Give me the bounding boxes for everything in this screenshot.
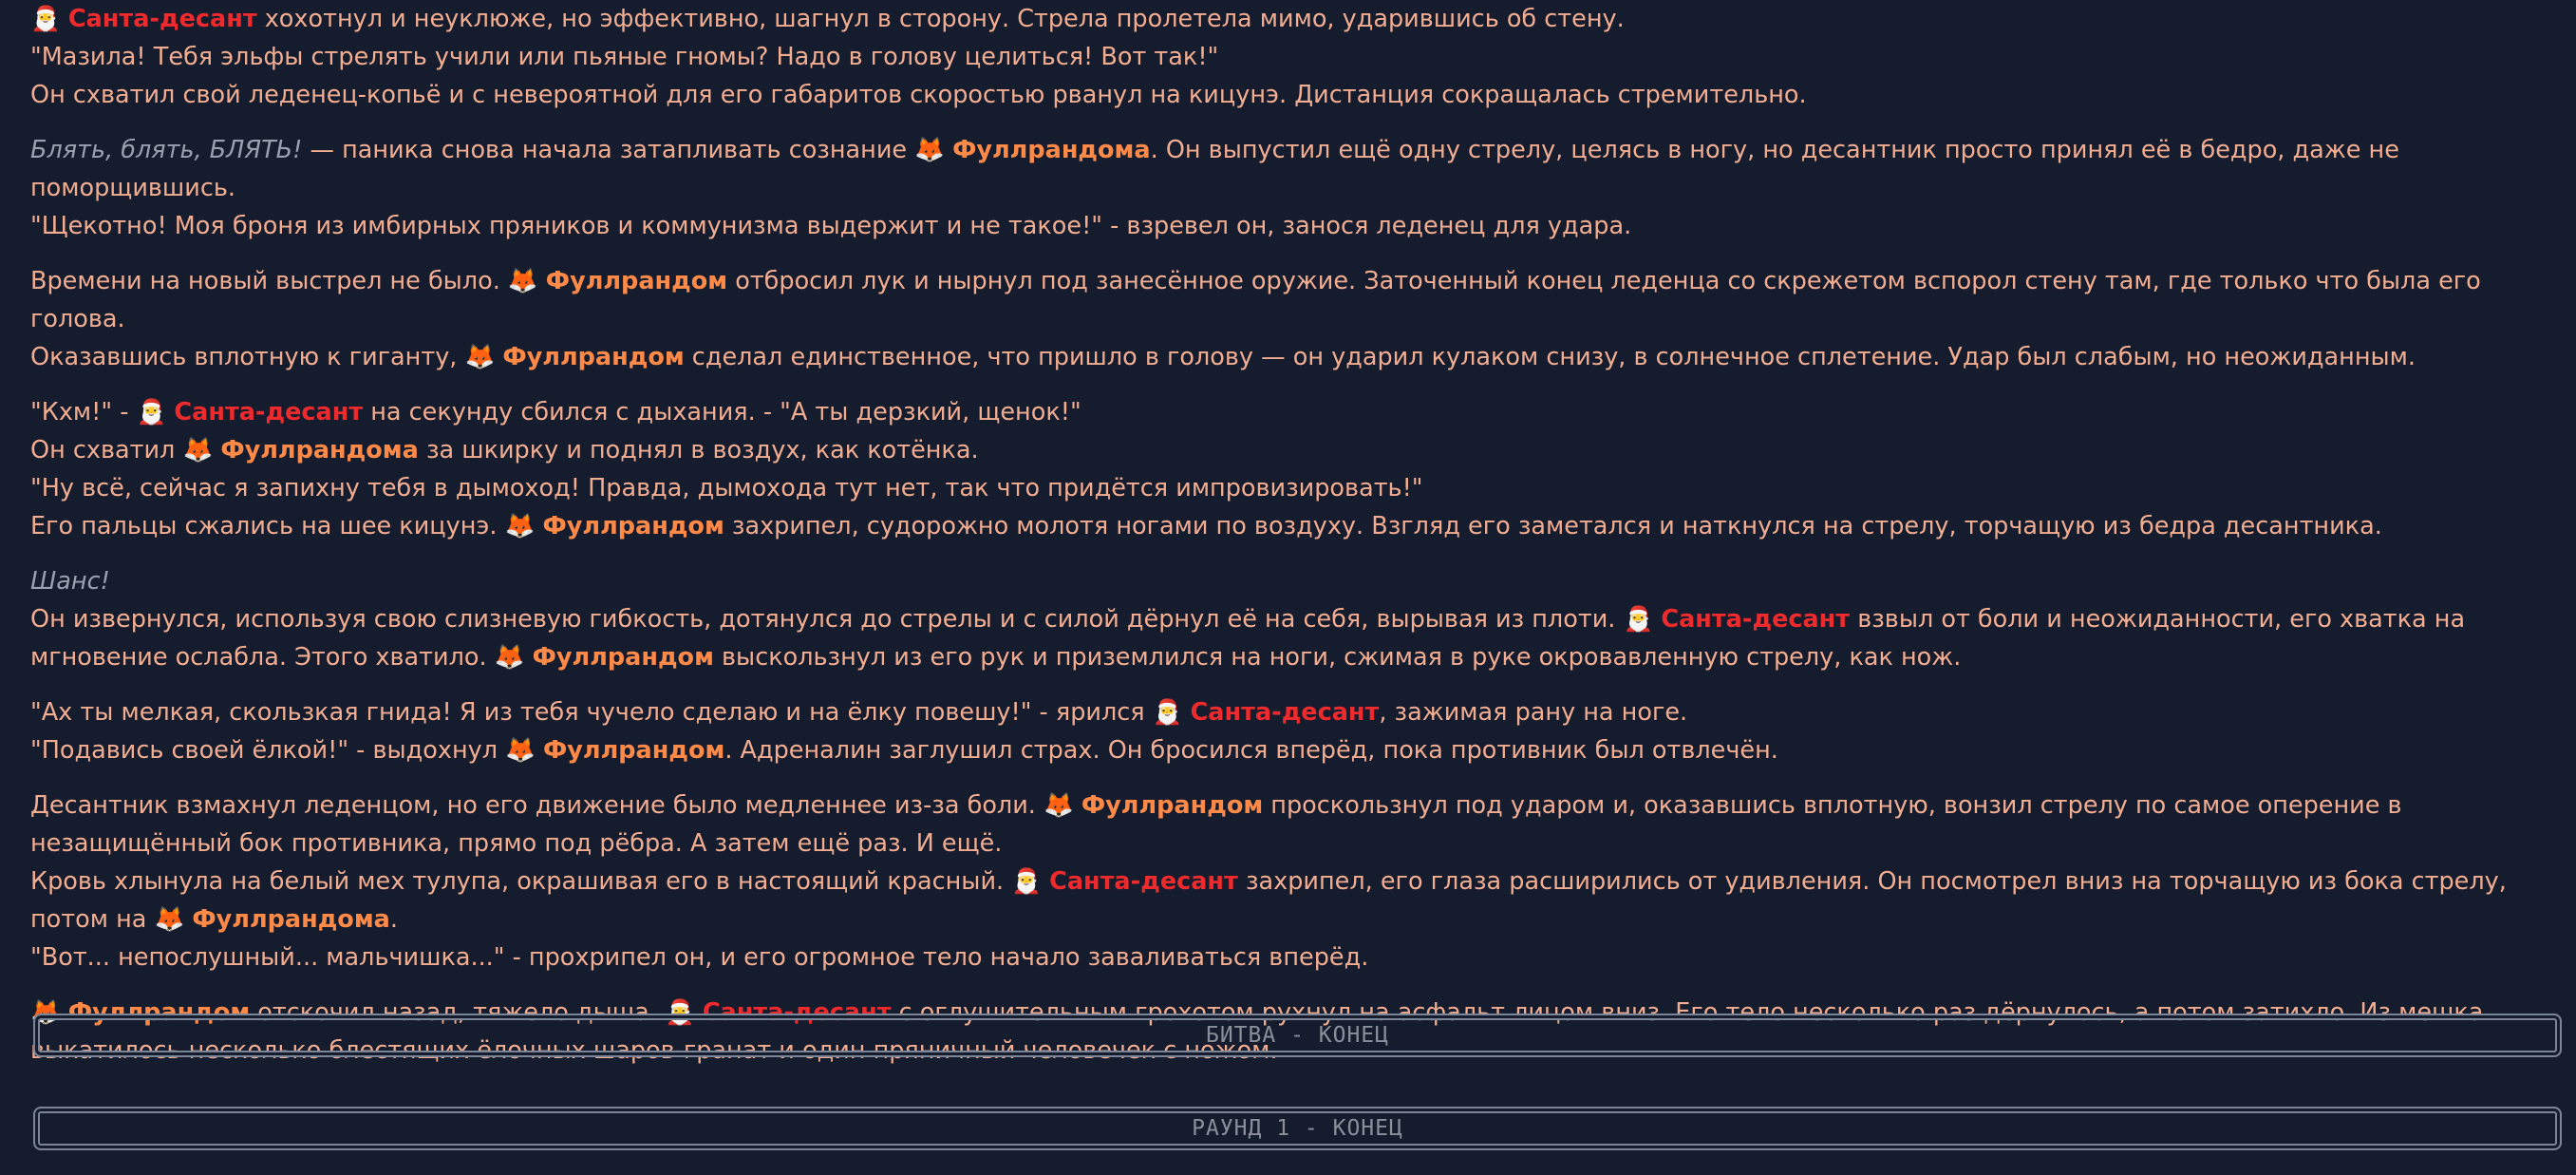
- fox-emoji-icon: 🦊: [182, 436, 214, 464]
- story-text: проскользнул под ударом и, оказавшись вплотную, вонзил стрелу по самое оперение в незащищённый бок противника, прямо под рёбра. А затем ещё раз. И ещё.: [30, 791, 2402, 858]
- story-paragraph: [30, 0, 2564, 114]
- round-end-banner: РАУНД 1 - КОНЕЦ: [33, 1107, 2562, 1150]
- story-text: "Ах ты мелкая, скользкая гнида! Я из тебя чучело сделаю и на ёлку повешу!" - ярился: [30, 698, 1153, 727]
- fox-name: Фуллрандома: [952, 136, 1151, 164]
- story-line: [30, 393, 2564, 431]
- story-line: [30, 731, 2564, 769]
- story-text: отбросил лук и нырнул под занесённое оружие. Заточенный конец леденца со скрежетом вспорол стену там, где только что была его голова.: [30, 267, 2481, 333]
- story-text: Времени на новый выстрел не было.: [30, 267, 508, 295]
- story-line: [30, 262, 2564, 338]
- santa-emoji-icon: 🎅: [1623, 605, 1654, 634]
- story-line: "Щекотно! Моя броня из имбирных пряников и коммунизма выдержит и не такое!" - взревел он, занося леденец для удара.: [30, 212, 1632, 240]
- story-text: сделал единственное, что пришло в голову — он ударил кулаком снизу, в солнечное сплетение. Удар был слабым, но неожиданным.: [684, 343, 2416, 371]
- story-line: [30, 507, 2564, 545]
- story-text: выскользнул из его рук и приземлился на ноги, сжимая в руке окровавленную стрелу, как нож.: [713, 643, 1962, 672]
- fox-emoji-icon: 🦊: [464, 343, 496, 371]
- story-text: .: [389, 905, 398, 934]
- fox-name: Фуллрандом: [67, 998, 251, 1027]
- story-text: Оказавшись вплотную к гиганту,: [30, 343, 465, 371]
- story-text: , зажимая рану на ноге.: [1379, 698, 1688, 727]
- story-text: "Подавись своей ёлкой!" - выдохнул: [30, 736, 506, 765]
- fox-emoji-icon: 🦊: [494, 643, 525, 672]
- santa-emoji-icon: 🎅: [30, 5, 61, 33]
- battle-end-banner: БИТВА - КОНЕЦ: [33, 1014, 2562, 1057]
- story-text: за шкирку и поднял в воздух, как котёнка.: [418, 436, 979, 464]
- story-paragraph: [30, 562, 2564, 676]
- story-text: "Кхм!" -: [30, 398, 137, 426]
- santa-name: Санта-десант: [1049, 867, 1238, 896]
- fox-name: Фуллрандом: [542, 512, 724, 540]
- story-line: [30, 693, 2564, 731]
- story-text: захрипел, его глаза расширились от удивления. Он посмотрел вниз на торчащую из бока стрелу, потом на: [30, 867, 2507, 934]
- story-text: . Он выпустил ещё одну стрелу, целясь в ногу, но десантник просто принял её в бедро, даже не поморщившись.: [30, 136, 2399, 202]
- santa-emoji-icon: 🎅: [136, 398, 167, 426]
- santa-name: Санта-десант: [702, 998, 892, 1027]
- fox-name: Фуллрандома: [220, 436, 419, 464]
- story-line: "Вот... непослушный... мальчишка..." - прохрипел он, и его огромное тело начало заваливаться вперёд.: [30, 943, 1369, 972]
- story-paragraph: [30, 262, 2564, 376]
- story-text: хохотнул и неуклюже, но эффективно, шагнул в сторону. Стрела пролетела мимо, ударившись об стену.: [256, 5, 1625, 33]
- story-line: "Мазила! Тебя эльфы стрелять учили или пьяные гномы? Надо в голову целиться! Вот так!": [30, 43, 1219, 71]
- fox-emoji-icon: 🦊: [504, 512, 536, 540]
- thought-text: Блять, блять, БЛЯТЬ!: [30, 136, 303, 164]
- story-line: [30, 786, 2564, 862]
- fox-name: Фуллрандом: [545, 267, 728, 295]
- story-text: взвыл от боли и неожиданности, его хватка на мгновение ослабла. Этого хватило.: [30, 605, 2466, 672]
- story-paragraph: [30, 693, 2564, 769]
- story-text: захрипел, судорожно молотя ногами по воздуху. Взгляд его заметался и наткнулся на стрелу, торчащую из бедра десантника.: [724, 512, 2382, 540]
- story-text: отскочил назад, тяжело дыша.: [250, 998, 665, 1027]
- santa-name: Санта-десант: [67, 5, 257, 33]
- story-text: Кровь хлынула на белый мех тулупа, окрашивая его в настоящий красный.: [30, 867, 1012, 896]
- fox-name: Фуллрандом: [543, 736, 725, 765]
- santa-name: Санта-десант: [174, 398, 364, 426]
- story-text: Он схватил: [30, 436, 183, 464]
- santa-emoji-icon: 🎅: [1011, 867, 1042, 896]
- story-text: на секунду сбился с дыхания. - "А ты дерзкий, щенок!": [363, 398, 1081, 426]
- story-line: [30, 338, 2564, 376]
- fox-emoji-icon: 🦊: [1044, 791, 1074, 820]
- story-paragraph: [30, 131, 2564, 245]
- fox-emoji-icon: 🦊: [505, 736, 536, 765]
- story-line: Он схватил свой леденец-копьё и с невероятной для его габаритов скоростью рванул на кицунэ. Дистанция сокращалась стремительно.: [30, 81, 1807, 109]
- story-line: "Ну всё, сейчас я запихну тебя в дымоход! Правда, дымохода тут нет, так что придётся импровизировать!": [30, 474, 1423, 502]
- story-log: [30, 0, 2564, 1087]
- fox-name: Фуллрандома: [192, 905, 390, 934]
- story-line: [30, 600, 2564, 676]
- fox-name: Фуллрандом: [502, 343, 685, 371]
- santa-name: Санта-десант: [1190, 698, 1380, 727]
- thought-text: Шанс!: [30, 567, 110, 596]
- fox-emoji-icon: 🦊: [30, 998, 61, 1027]
- story-line: [30, 431, 2564, 469]
- fox-emoji-icon: 🦊: [914, 136, 945, 164]
- story-line: [30, 0, 2564, 38]
- santa-name: Санта-десант: [1661, 605, 1851, 634]
- story-text: — паника снова начала затапливать сознание: [302, 136, 915, 164]
- story-text: с оглушительным грохотом рухнул на асфальт лицом вниз. Его тело несколько раз дёрнулось, а потом затихло. Из мешка выкатилось несколько блестящих ёлочных шаров-гранат и один пряничный человечек с ножом.: [30, 998, 2484, 1065]
- story-line: [30, 862, 2564, 938]
- fox-name: Фуллрандом: [532, 643, 714, 672]
- story-text: Его пальцы сжались на шее кицунэ.: [30, 512, 505, 540]
- fox-name: Фуллрандом: [1081, 791, 1264, 820]
- story-text: Десантник взмахнул леденцом, но его движение было медленнее из-за боли.: [30, 791, 1044, 820]
- story-text: . Адреналин заглушил страх. Он бросился вперёд, пока противник был отвлечён.: [724, 736, 1778, 765]
- fox-emoji-icon: 🦊: [507, 267, 538, 295]
- story-paragraph: [30, 786, 2564, 976]
- santa-emoji-icon: 🎅: [664, 998, 695, 1027]
- story-paragraph: [30, 393, 2564, 545]
- santa-emoji-icon: 🎅: [1152, 698, 1183, 727]
- fox-emoji-icon: 🦊: [154, 905, 185, 934]
- story-text: Он извернулся, используя свою слизневую гибкость, дотянулся до стрелы и с силой дёрнул её на себя, вырывая из плоти.: [30, 605, 1624, 634]
- story-line: [30, 131, 2564, 207]
